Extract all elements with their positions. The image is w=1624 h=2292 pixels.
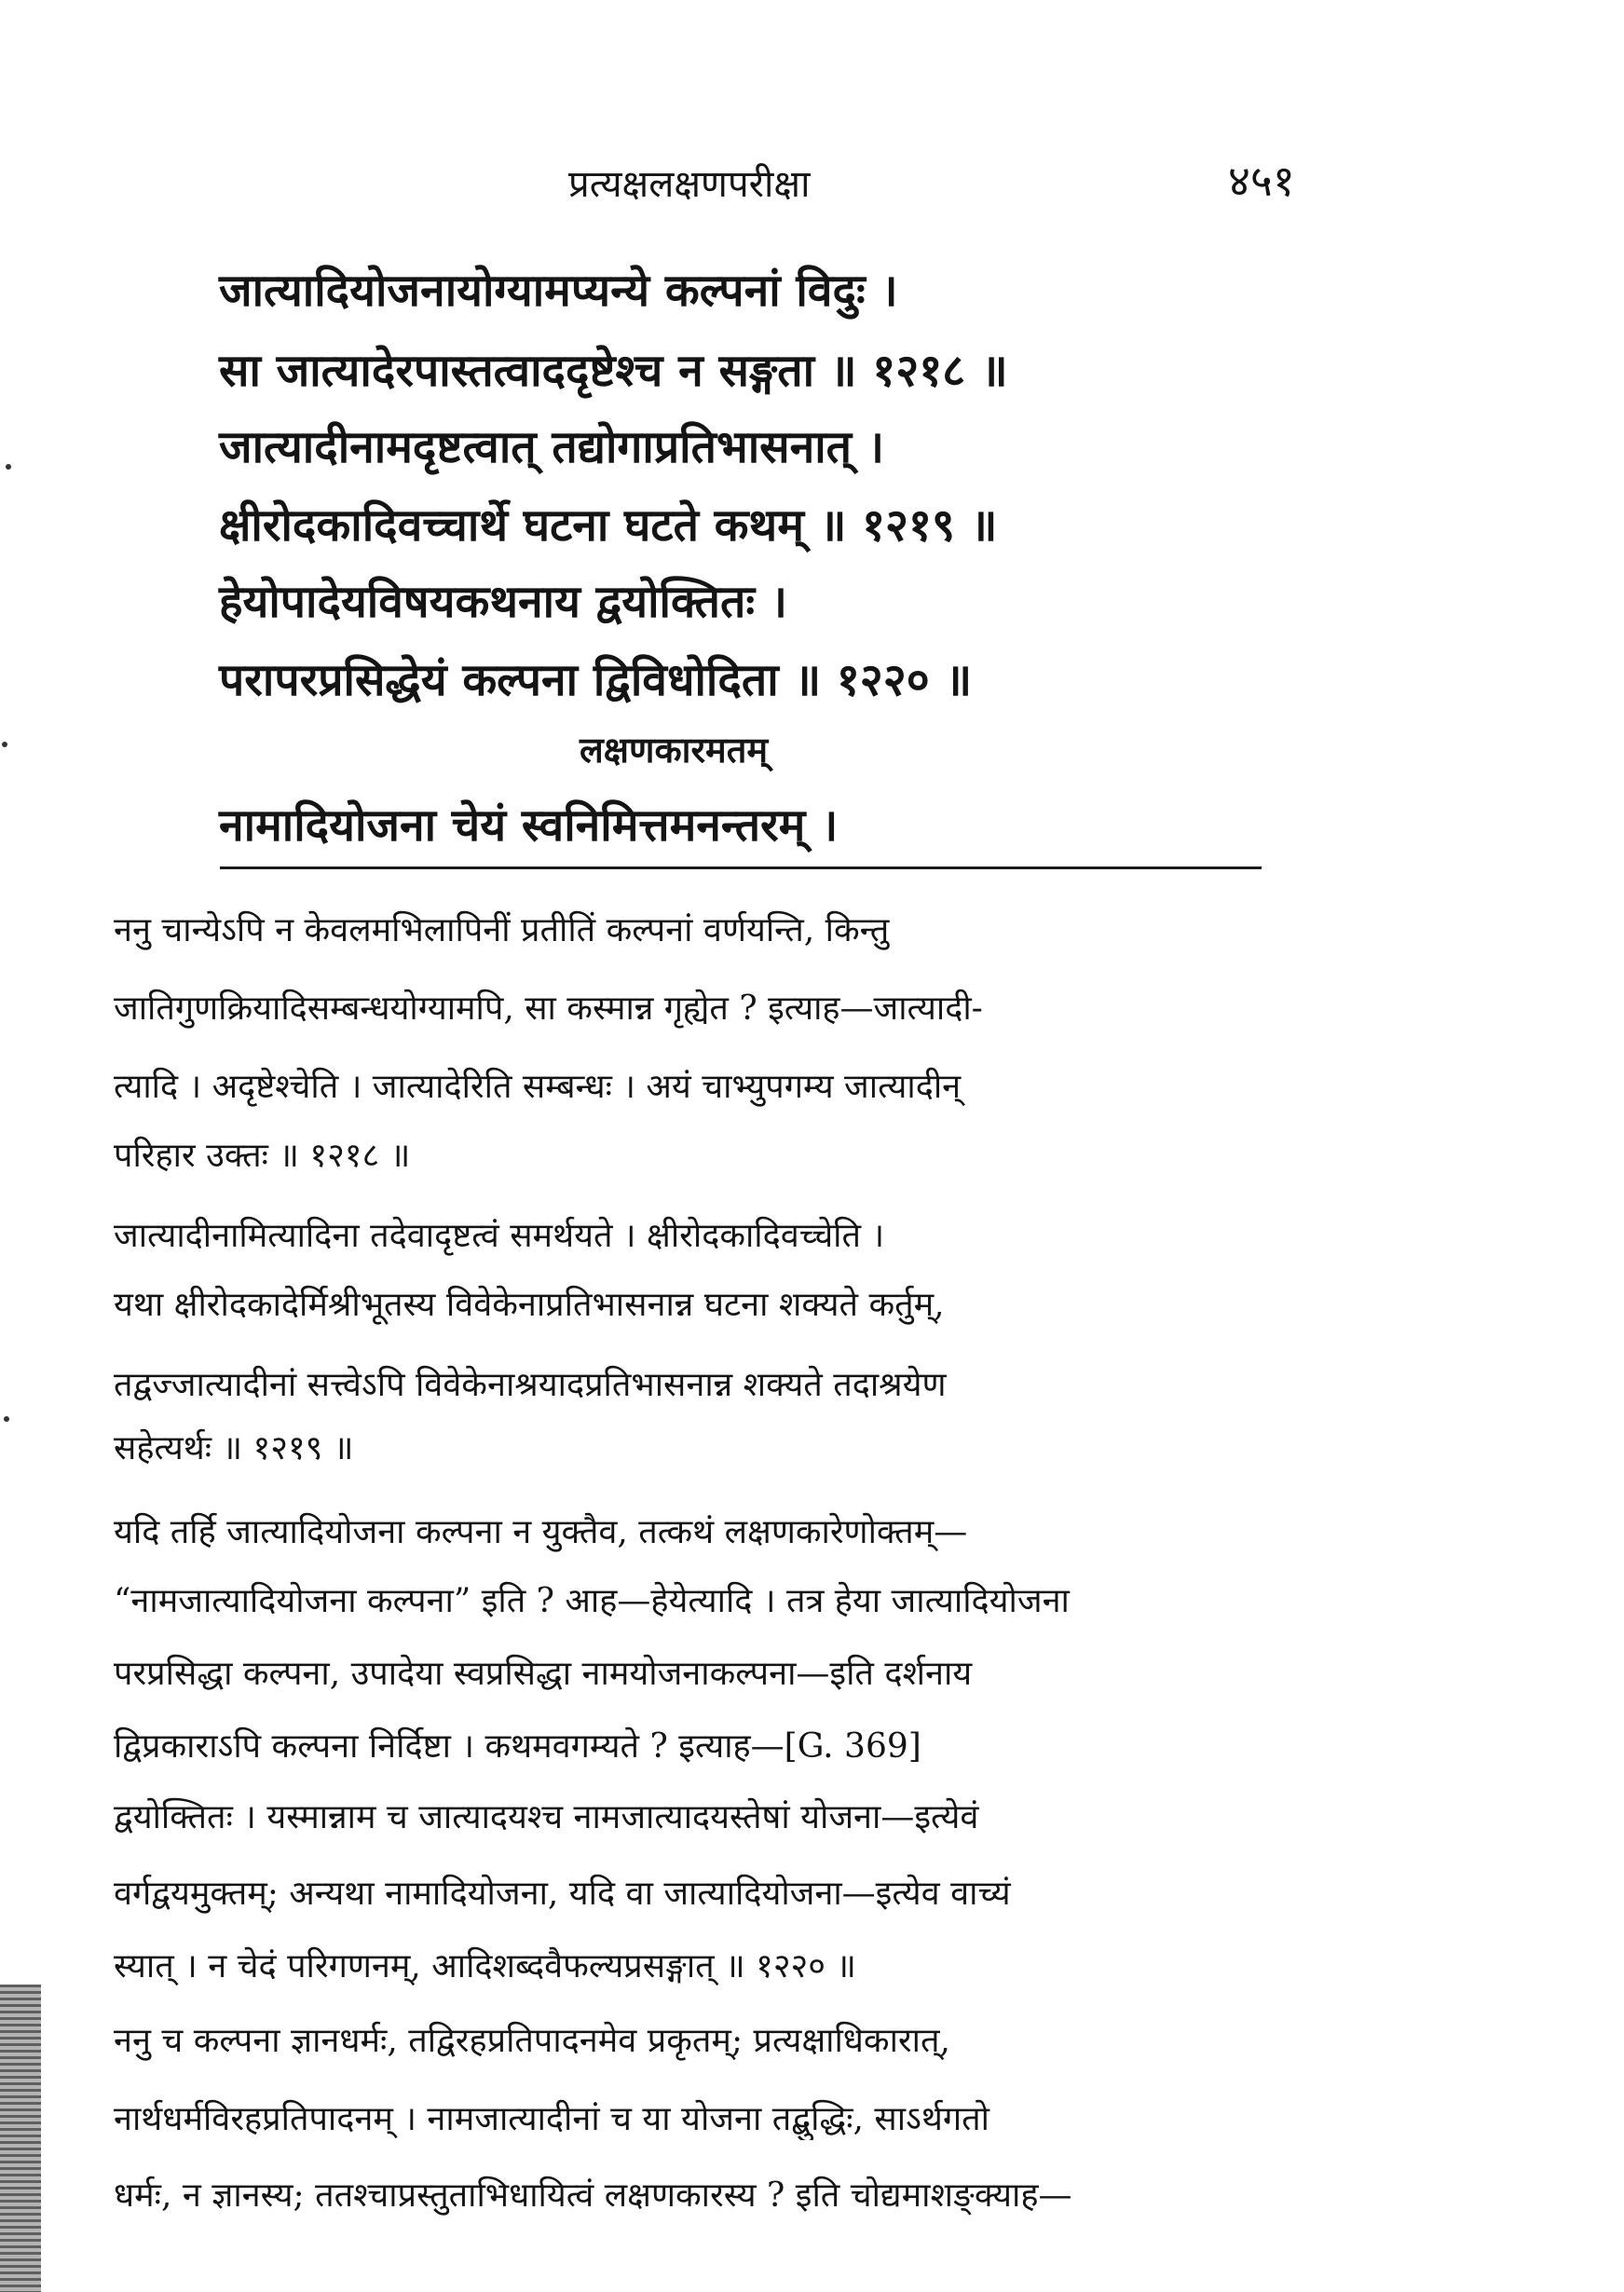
page-number: ४५१ bbox=[1228, 156, 1295, 206]
verse-line: नामादियोजना चेयं स्वनिमित्तमनन्तरम् । bbox=[219, 799, 839, 852]
commentary-line: त्यादि । अदृष्टेश्चेति । जात्यादेरिति सम्बन्धः । अयं चाभ्युपगम्य जात्यादीन् bbox=[114, 1068, 962, 1106]
section-subheading: लक्षणकारमतम् bbox=[580, 729, 769, 771]
commentary-line: “नामजात्यादियोजना कल्पना” इति ? आह—हेयेत्यादि । तत्र हेया जात्यादियोजना bbox=[114, 1582, 1070, 1620]
commentary-line: धर्मः, न ज्ञानस्य; ततश्चाप्रस्तुताभिधायित्वं लक्षणकारस्य ? इति चोद्यमाशङ्क्याह— bbox=[114, 2176, 1072, 2215]
verse-line: हेयोपादेयविषयकथनाय द्वयोक्तितः । bbox=[219, 576, 787, 628]
commentary-line: परिहार उक्तः ॥ १२१८ ॥ bbox=[114, 1137, 411, 1175]
commentary-line: ननु चान्येऽपि न केवलमभिलापिनीं प्रतीतिं कल्पनां वर्णयन्ति, किन्तु bbox=[114, 911, 890, 949]
commentary-line: द्वयोक्तितः । यस्मान्नाम च जात्यादयश्च नामजात्यादयस्तेषां योजना—इत्येवं bbox=[114, 1798, 979, 1836]
horizontal-divider bbox=[220, 866, 1262, 869]
commentary-line: वर्गद्वयमुक्तम्; अन्यथा नामादियोजना, यदि वा जात्यादियोजना—इत्येव वाच्यं bbox=[114, 1875, 1011, 1913]
scan-speck bbox=[4, 1416, 9, 1422]
commentary-line: यथा क्षीरोदकादेर्मिश्रीभूतस्य विवेकेनाप्रतिभासनान्न घटना शक्यते कर्तुम्, bbox=[114, 1286, 945, 1324]
commentary-line: द्विप्रकाराऽपि कल्पना निर्दिष्टा । कथमवगम्यते ? इत्याह—[G. 369] bbox=[114, 1727, 921, 1766]
verse-line: क्षीरोदकादिवच्चार्थे घटना घटते कथम् ॥ १२१९ ॥ bbox=[219, 499, 998, 552]
commentary-line: ननु च कल्पना ज्ञानधर्मः, तद्विरहप्रतिपादनमेव प्रकृतम्; प्रत्यक्षाधिकारात्, bbox=[114, 2022, 950, 2060]
commentary-line: जात्यादीनामित्यादिना तदेवादृष्टत्वं समर्थयते । क्षीरोदकादिवच्चेति । bbox=[114, 1217, 885, 1255]
commentary-line: स्यात् । न चेदं परिगणनम्, आदिशब्दवैफल्यप्रसङ्गात् ॥ १२२० ॥ bbox=[114, 1947, 856, 1985]
commentary-line: यदि तर्हि जात्यादियोजना कल्पना न युक्तैव, तत्कथं लक्षणकारेणोक्तम्— bbox=[114, 1513, 968, 1551]
running-head-title: प्रत्यक्षलक्षणपरीक्षा bbox=[568, 163, 811, 206]
commentary-line: परप्रसिद्धा कल्पना, उपादेया स्वप्रसिद्धा नामयोजनाकल्पना—इति दर्शनाय bbox=[114, 1655, 973, 1693]
commentary-line: सहेत्यर्थः ॥ १२१९ ॥ bbox=[114, 1429, 354, 1467]
scan-speck bbox=[2, 742, 7, 747]
binding-edge-shadow bbox=[0, 1985, 41, 2292]
commentary-line: नार्थधर्मविरहप्रतिपादनम् । नामजात्यादीनां च या योजना तद्बुद्धिः, साऽर्थगतो bbox=[114, 2100, 989, 2138]
commentary-line: तद्वज्जात्यादीनां सत्त्वेऽपि विवेकेनाश्रयादप्रतिभासनान्न शक्यते तदाश्रयेण bbox=[114, 1366, 947, 1404]
verse-line: सा जात्यादेरपास्तत्वाददृष्टेश्च न सङ्गता ॥ १२१८ ॥ bbox=[219, 345, 1008, 397]
scan-speck bbox=[6, 464, 11, 470]
verse-line: जात्यादीनामदृष्टत्वात् तद्योगाप्रतिभासनात् । bbox=[219, 421, 884, 473]
verse-line: जात्यादियोजनायोग्यामप्यन्ये कल्पनां विदुः । bbox=[219, 265, 898, 317]
verse-line: परापरप्रसिद्धेयं कल्पना द्विविधोदिता ॥ १२२० ॥ bbox=[219, 654, 973, 706]
commentary-line: जातिगुणक्रियादिसम्बन्धयोग्यामपि, सा कस्मान्न गृह्येत ? इत्याह—जात्यादी- bbox=[114, 989, 983, 1028]
